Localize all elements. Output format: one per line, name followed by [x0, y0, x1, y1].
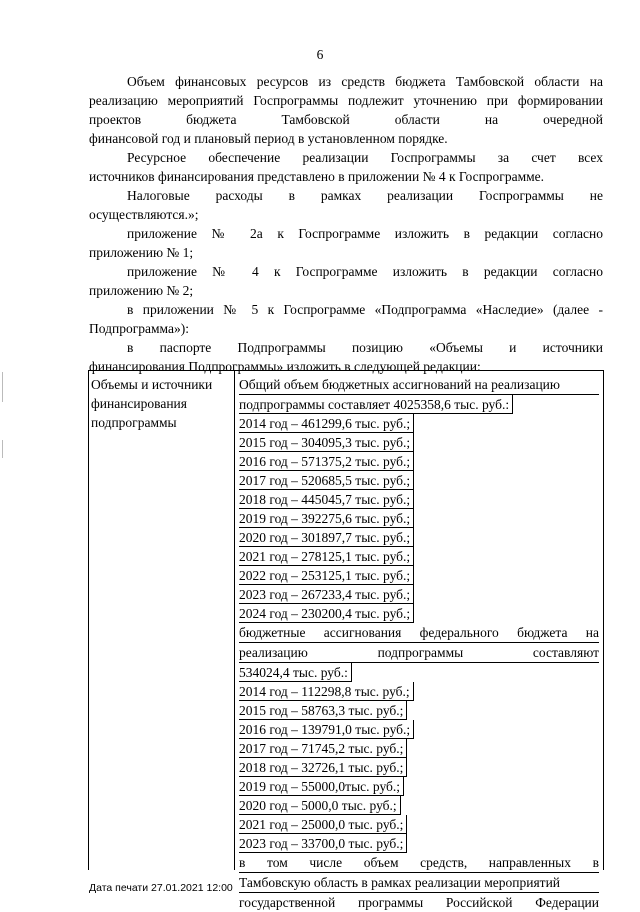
table-row	[239, 720, 599, 739]
table-row-text: 2020 год – 5000,0 тыс. руб.;	[239, 796, 401, 815]
line: приложение № 4 к Госпрограмме изложить в редакции согласно	[127, 264, 603, 279]
table-row-text: 2016 год – 571375,2 тыс. руб.;	[239, 452, 414, 471]
table-row	[239, 490, 599, 509]
table-row	[239, 395, 599, 414]
line: источников финансирования представлено в приложении № 4 к Госпрограмме.	[89, 169, 545, 184]
table-row-text: 2019 год – 392275,6 тыс. руб.;	[239, 509, 414, 528]
table-row	[239, 566, 599, 585]
line: финансовой год и плановый период в установленном порядке.	[89, 131, 448, 146]
paragraph-5	[89, 262, 603, 281]
paragraph-1-end	[89, 129, 603, 148]
paragraph-7	[89, 338, 603, 357]
table-row	[239, 604, 599, 623]
table-row	[239, 452, 599, 471]
table-row-text: 534024,4 тыс. руб.:	[239, 663, 352, 682]
table-row: государственной программы Российской Федерации	[239, 895, 599, 910]
line: приложению № 1;	[89, 245, 194, 260]
table-row-text: 2022 год – 253125,1 тыс. руб.;	[239, 566, 414, 585]
table-row-text: 2021 год – 278125,1 тыс. руб.;	[239, 547, 414, 566]
line: финансирования Подпрограммы» изложить в следующей редакции:	[89, 359, 481, 374]
paragraph-1	[89, 72, 603, 129]
table-left-line: финансирования	[91, 396, 187, 411]
table-row: Общий объем бюджетных ассигнований на реализацию	[239, 375, 599, 395]
table-row-text: 2018 год – 445045,7 тыс. руб.;	[239, 490, 414, 509]
table-row	[239, 834, 599, 853]
table-row	[239, 739, 599, 758]
table-row-text: 2018 год – 32726,1 тыс. руб.;	[239, 758, 407, 777]
line: в паспорте Подпрограммы позицию «Объемы и источники	[127, 340, 603, 355]
table-row	[239, 682, 599, 701]
table-row-text: 2023 год – 33700,0 тыс. руб.;	[239, 834, 407, 853]
table-row	[239, 509, 599, 528]
table-row	[239, 471, 599, 490]
table-row-text: 2021 год – 25000,0 тыс. руб.;	[239, 815, 407, 834]
margin-mark	[2, 372, 3, 402]
table-row: бюджетные ассигнования федерального бюджета на	[239, 623, 599, 643]
table-row	[239, 585, 599, 604]
paragraph-6-end	[89, 319, 603, 338]
table-row-text: 2014 год – 112298,8 тыс. руб.;	[239, 682, 414, 701]
paragraph-6	[89, 300, 603, 319]
table-row	[239, 643, 599, 663]
table-row-text: 2017 год – 520685,5 тыс. руб.;	[239, 471, 414, 490]
line: Налоговые расходы в рамках реализации Госпрограммы не	[127, 188, 603, 203]
line: приложение № 2а к Госпрограмме изложить в редакции согласно	[127, 226, 603, 241]
table-row: в том числе объем средств, направленных в	[239, 853, 599, 873]
table-row	[239, 528, 599, 547]
table-row-text: реализацию подпрограммы составляют	[239, 645, 599, 660]
table-row-text: 2020 год – 301897,7 тыс. руб.;	[239, 528, 414, 547]
body-text	[89, 72, 603, 376]
table-row-text: 2017 год – 71745,2 тыс. руб.;	[239, 739, 407, 758]
table-row-text: 2015 год – 304095,3 тыс. руб.;	[239, 433, 414, 452]
paragraph-2	[89, 148, 603, 167]
table-row	[239, 701, 599, 720]
margin-mark	[2, 440, 3, 458]
table-row	[239, 663, 599, 682]
table-row-text: 2014 год – 461299,6 тыс. руб.;	[239, 414, 414, 433]
line: Объем финансовых ресурсов из средств бюджета Тамбовской области на	[127, 74, 603, 89]
table-row	[239, 758, 599, 777]
table-row-text: 2023 год – 267233,4 тыс. руб.;	[239, 585, 414, 604]
table-left-line: Объемы и источники	[91, 377, 213, 392]
paragraph-5-end	[89, 281, 603, 300]
line: Подпрограмма»):	[89, 321, 189, 336]
table-left-cell	[89, 371, 235, 870]
line: реализацию мероприятий Госпрограммы подлежит уточнению при	[89, 93, 508, 108]
table-row-text: 2016 год – 139791,0 тыс. руб.;	[239, 720, 414, 739]
table-right-cell	[239, 375, 599, 912]
table-row-text: 2015 год – 58763,3 тыс. руб.;	[239, 701, 407, 720]
table-row	[239, 777, 599, 796]
paragraph-2-end	[89, 167, 603, 186]
table-row-text: 2019 год – 55000,0тыс. руб.;	[239, 777, 404, 796]
table-row	[239, 796, 599, 815]
page-number: 6	[316, 47, 324, 62]
table-row-text: подпрограммы составляет 4025358,6 тыс. руб.:	[239, 395, 513, 414]
print-date: Дата печати 27.01.2021 12:00	[89, 882, 233, 894]
table-row: Тамбовскую область в рамках реализации мероприятий	[239, 873, 599, 893]
line: осуществляются.»;	[89, 207, 199, 222]
line: Ресурсное обеспечение реализации Госпрограммы за счет всех	[127, 150, 603, 165]
line: приложению № 2;	[89, 283, 194, 298]
table-row	[239, 815, 599, 834]
paragraph-4-end	[89, 243, 603, 262]
paragraph-4	[89, 224, 603, 243]
table-row	[239, 433, 599, 452]
table-row	[239, 547, 599, 566]
paragraph-3-end	[89, 205, 603, 224]
line: формировании проектов бюджета Тамбовской области на очередной	[89, 93, 604, 127]
paragraph-3	[89, 186, 603, 205]
table-left-line: подпрограммы	[91, 415, 177, 430]
table-row	[239, 414, 599, 433]
table-row-text: 2024 год – 230200,4 тыс. руб.;	[239, 604, 414, 623]
line: в приложении № 5 к Госпрограмме «Подпрограмма «Наследие» (далее -	[127, 302, 603, 317]
